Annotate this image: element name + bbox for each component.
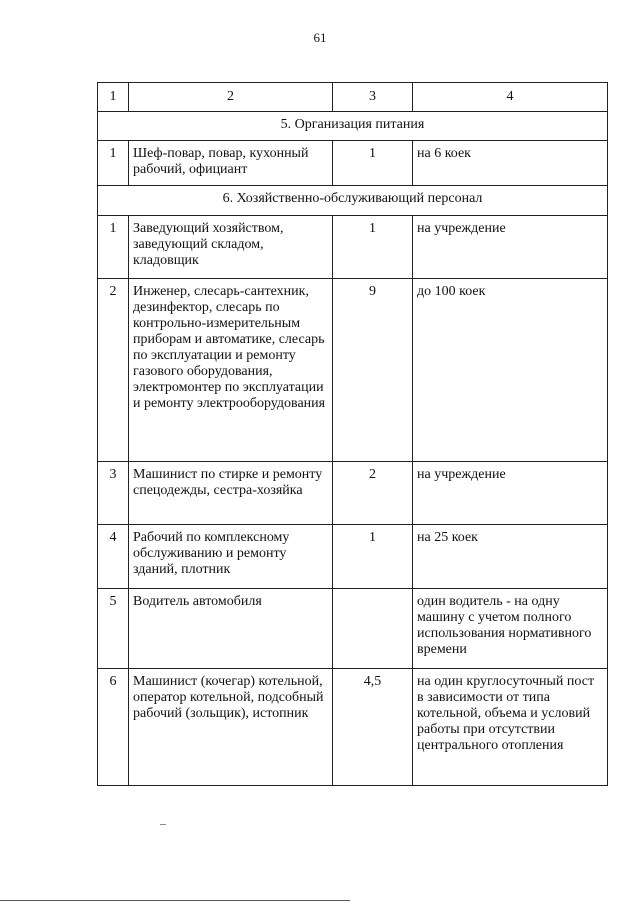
scan-speck (160, 824, 166, 825)
column-header: 2 (129, 83, 333, 112)
table-row (98, 216, 608, 279)
table-header-row (98, 83, 608, 112)
staff-count: 1 (333, 216, 413, 279)
footer-rule (0, 900, 350, 901)
position-name: Рабочий по комплексному обслуживанию и ремонту зданий, плотник (129, 525, 333, 589)
column-header: 3 (333, 83, 413, 112)
row-number: 1 (98, 141, 129, 186)
column-header: 1 (98, 83, 129, 112)
position-name: Машинист (кочегар) котельной, оператор котельной, подсобный рабочий (зольщик), истопник (129, 669, 333, 786)
staffing-norm: на один круглосуточный пост в зависимости от типа котельной, объема и условий работы при отсутствии центрального отопления (413, 669, 608, 786)
row-number: 1 (98, 216, 129, 279)
section-row (98, 186, 608, 216)
row-number: 2 (98, 279, 129, 462)
table-row (98, 669, 608, 786)
section-title: 5. Организация питания (98, 112, 608, 141)
staffing-norm: один водитель - на одну машину с учетом полного использования нормативного времени (413, 589, 608, 669)
page-number: 61 (313, 30, 327, 45)
table-row (98, 525, 608, 589)
staffing-norm: на учреждение (413, 216, 608, 279)
table-row (98, 141, 608, 186)
staff-count (333, 589, 413, 669)
staffing-norm: на 25 коек (413, 525, 608, 589)
table-row (98, 462, 608, 525)
staffing-table (97, 82, 608, 786)
position-name: Шеф-повар, повар, кухонный рабочий, официант (129, 141, 333, 186)
section-row (98, 112, 608, 141)
position-name: Заведующий хозяйством, заведующий складом, кладовщик (129, 216, 333, 279)
position-name: Инженер, слесарь-сантехник, дезинфектор, слесарь по контрольно-измерительным приборам и автоматике, слесарь по эксплуатации и ремонту газового оборудования, электромонтер по эксплуатации и ремонту электрооборудования (129, 279, 333, 462)
staff-count: 4,5 (333, 669, 413, 786)
staff-count: 2 (333, 462, 413, 525)
position-name: Машинист по стирке и ремонту спецодежды, сестра-хозяйка (129, 462, 333, 525)
table-row (98, 279, 608, 462)
staff-count: 1 (333, 525, 413, 589)
row-number: 5 (98, 589, 129, 669)
row-number: 6 (98, 669, 129, 786)
position-name: Водитель автомобиля (129, 589, 333, 669)
staff-count: 9 (333, 279, 413, 462)
staffing-norm: на учреждение (413, 462, 608, 525)
column-header: 4 (413, 83, 608, 112)
row-number: 4 (98, 525, 129, 589)
section-title: 6. Хозяйственно-обслуживающий персонал (98, 186, 608, 216)
staff-count: 1 (333, 141, 413, 186)
table-row (98, 589, 608, 669)
staffing-norm: на 6 коек (413, 141, 608, 186)
row-number: 3 (98, 462, 129, 525)
staffing-norm: до 100 коек (413, 279, 608, 462)
